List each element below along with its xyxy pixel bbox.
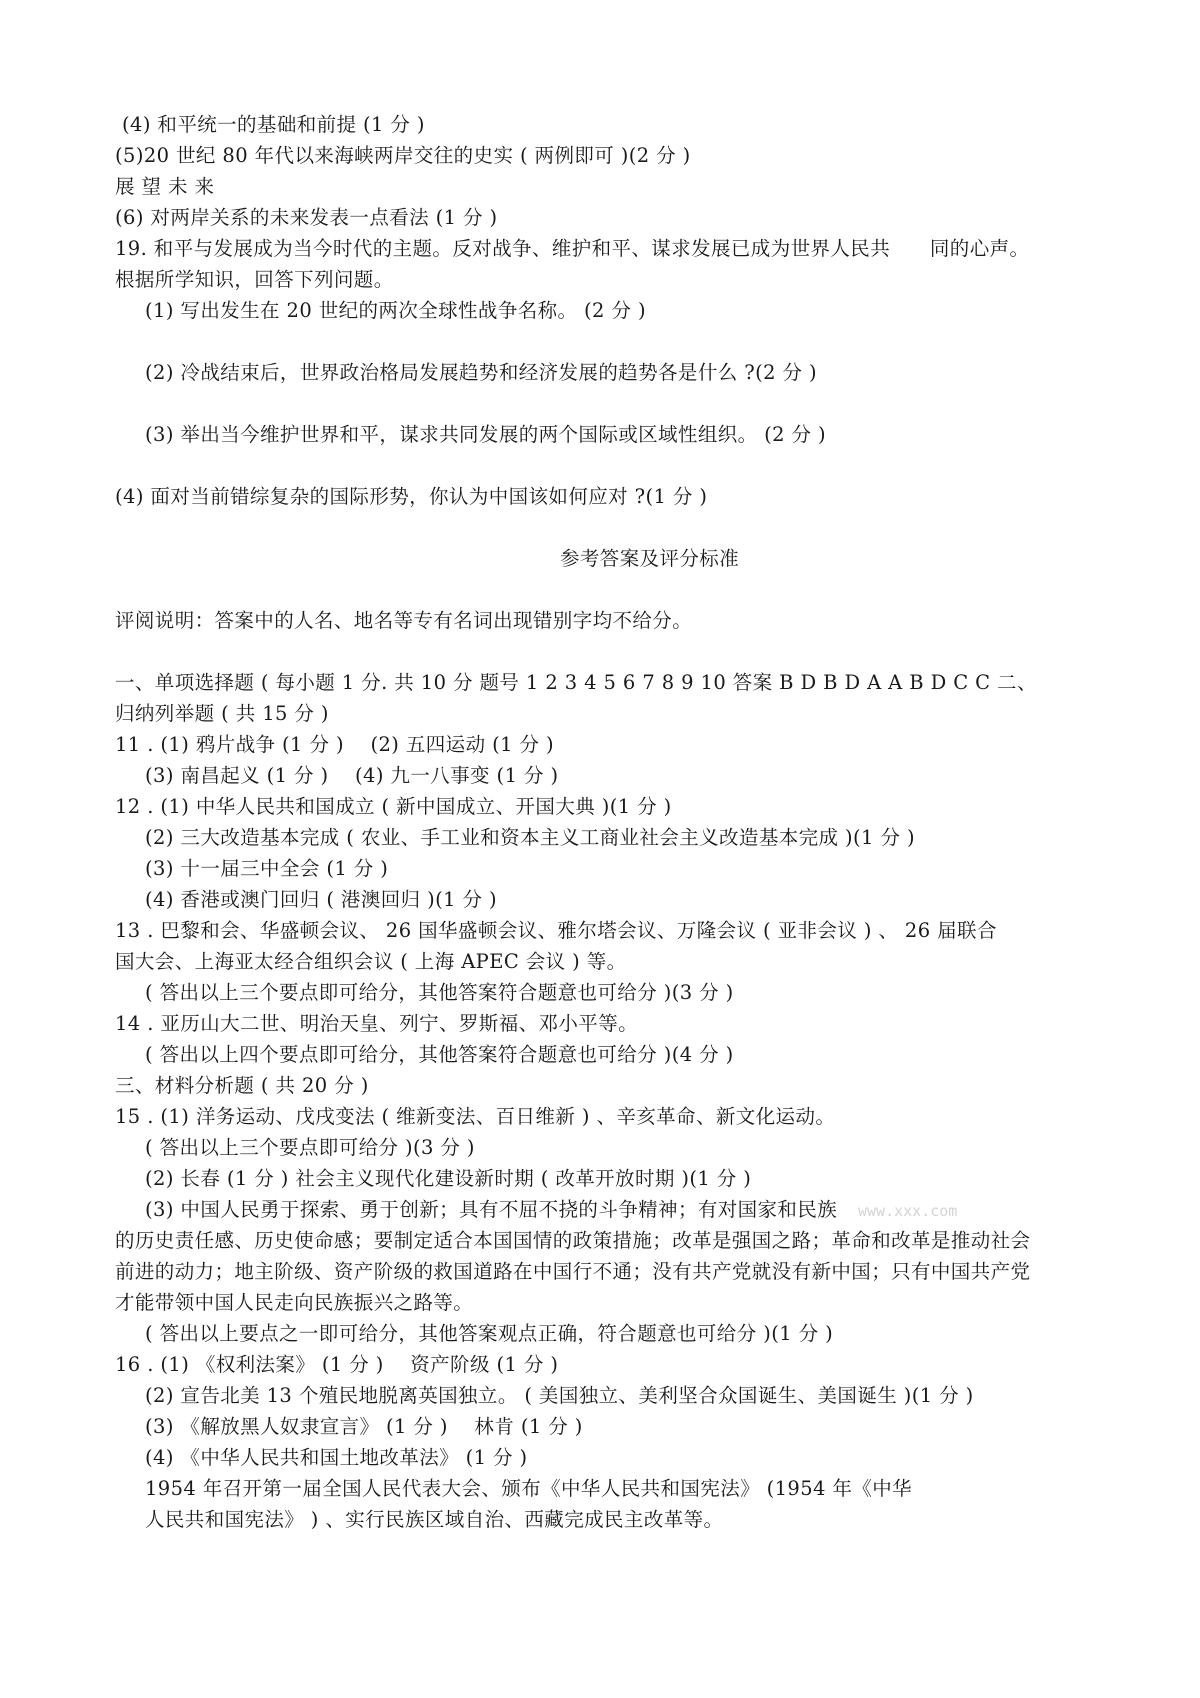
a12-line2: (2) 三大改造基本完成 ( 农业、手工业和资本主义工商业社会主义改造基本完成 )(1 分 ) [145,826,915,849]
a16-item-4-detail: 1954 年召开第一届全国人民代表大会、颁布《中华人民共和国宪法》 (1954 年《中华 [145,1477,913,1500]
a15-item-3-cont2: 前进的动力；地主阶级、资产阶级的救国道路在中国行不通；没有共产党就没有新中国；只有中国共产党 [115,1260,1031,1283]
a14-line1: 14 . 亚历山大二世、明治天皇、列宁、罗斯福、邓小平等。 [115,1012,639,1035]
a16-item-3: (3) 《解放黑人奴隶宣言》 (1 分 ) 林肯 (1 分 ) [145,1415,583,1438]
q19-item-1: (1) 写出发生在 20 世纪的两次全球性战争名称。 (2 分 ) [145,299,646,322]
part1-heading: 一、单项选择题 ( 每小题 1 分. 共 10 分 题号 1 2 3 4 5 6 7 8 9 10 答案 B D B D A A B D C C 二、 [115,671,1037,694]
a13-note: ( 答出以上三个要点即可给分，其他答案符合题意也可给分 )(3 分 ) [145,981,734,1004]
a15-item-3-note: ( 答出以上要点之一即可给分，其他答案观点正确，符合题意也可给分 )(1 分 ) [145,1322,834,1345]
watermark-text: www.xxx.com [858,1202,958,1220]
a16-item-2: (2) 宣告北美 13 个殖民地脱离英国独立。 ( 美国独立、美利坚合众国诞生、美国诞生 )(1 分 ) [145,1384,974,1407]
a15-item-3: (3) 中国人民勇于探索、勇于创新；具有不屈不挠的斗争精神；有对国家和民族 [145,1198,838,1221]
a13-line2: 国大会、上海亚太经合组织会议 ( 上海 APEC 会议 ) 等。 [115,950,627,973]
a13-line1: 13 . 巴黎和会、华盛顿会议、 26 国华盛顿会议、雅尔塔会议、万隆会议 ( 亚非会议 ) 、 26 届联合 [115,919,997,942]
section-heading-future: 展 望 未 来 [115,175,215,198]
a12-line4: (4) 香港或澳门回归 ( 港澳回归 )(1 分 ) [145,888,498,911]
q19-item-3: (3) 举出当今维护世界和平，谋求共同发展的两个国际或区域性组织。 (2 分 ) [145,423,827,446]
a14-note: ( 答出以上四个要点即可给分，其他答案符合题意也可给分 )(4 分 ) [145,1043,734,1066]
part3-heading: 三、材料分析题 ( 共 20 分 ) [115,1074,369,1097]
answer-key-title: 参考答案及评分标准 [560,547,740,570]
a16-item-4-detail-cont: 人民共和国宪法》 ) 、实行民族区域自治、西藏完成民主改革等。 [145,1508,724,1531]
part2-heading: 归纳列举题 ( 共 15 分 ) [115,702,329,725]
q19-item-2: (2) 冷战结束后，世界政治格局发展趋势和经济发展的趋势各是什么 ?(2 分 ) [145,361,817,384]
a11-line2: (3) 南昌起义 (1 分 ) (4) 九一八事变 (1 分 ) [145,764,559,787]
a12-line1: 12 . (1) 中华人民共和国成立 ( 新中国成立、开国大典 )(1 分 ) [115,795,672,818]
a11-line1: 11 . (1) 鸦片战争 (1 分 ) (2) 五四运动 (1 分 ) [115,733,554,756]
a15-line1: 15 . (1) 洋务运动、戊戌变法 ( 维新变法、百日维新 ) 、辛亥革命、新文化运动。 [115,1105,836,1128]
a15-note: ( 答出以上三个要点即可给分 )(3 分 ) [145,1136,475,1159]
q18-item-5: (5)20 世纪 80 年代以来海峡两岸交往的史实 ( 两例即可 )(2 分 ) [115,144,691,167]
a12-line3: (3) 十一届三中全会 (1 分 ) [145,857,389,880]
q19-item-4: (4) 面对当前错综复杂的国际形势，你认为中国该如何应对 ?(1 分 ) [115,485,708,508]
q19-stem-continued: 根据所学知识，回答下列问题。 [115,268,394,291]
a15-item-2: (2) 长春 (1 分 ) 社会主义现代化建设新时期 ( 改革开放时期 )(1 分 ) [145,1167,752,1190]
a15-item-3-cont3: 才能带领中国人民走向民族振兴之路等。 [115,1291,474,1314]
q18-item-6: (6) 对两岸关系的未来发表一点看法 (1 分 ) [115,206,498,229]
a15-item-3-cont1: 的历史责任感、历史使命感；要制定适合本国国情的政策措施；改革是强国之路；革命和改革是推动社会 [115,1229,1031,1252]
q19-stem: 19. 和平与发展成为当今时代的主题。反对战争、维护和平、谋求发展已成为世界人民共 同的心声。 [115,237,1030,260]
grading-note: 评阅说明：答案中的人名、地名等专有名词出现错别字均不给分。 [115,609,693,632]
a16-item-4: (4) 《中华人民共和国土地改革法》 (1 分 ) [145,1446,528,1469]
q18-item-4: (4) 和平统一的基础和前提 (1 分 ) [122,113,425,136]
a16-line1: 16 . (1) 《权利法案》 (1 分 ) 资产阶级 (1 分 ) [115,1353,559,1376]
